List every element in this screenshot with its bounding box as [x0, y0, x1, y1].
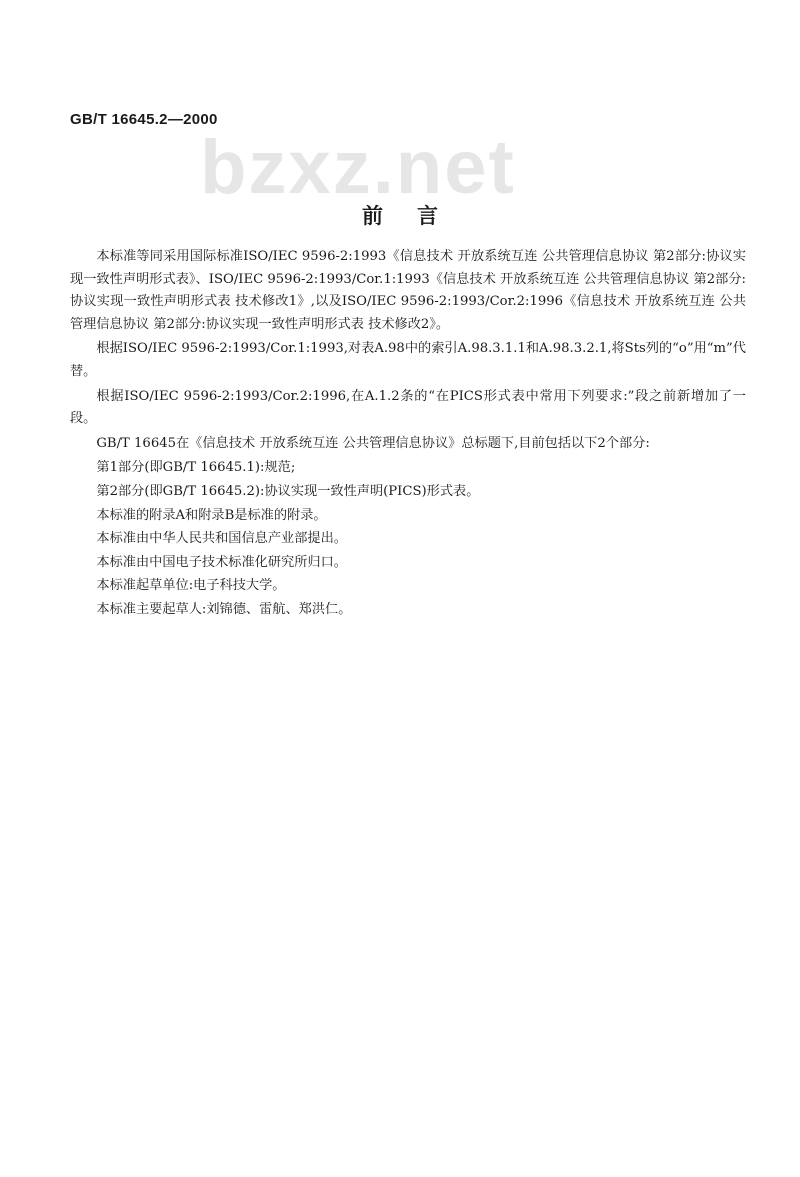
list-item-part2: 第2部分(即GB/T 16645.2):协议实现一致性声明(PICS)形式表。 [96, 483, 480, 499]
paragraph-proposer: 本标准由中华人民共和国信息产业部提出。 [96, 531, 347, 547]
paragraph-drafting-unit: 本标准起草单位:电子科技大学。 [96, 578, 286, 594]
paragraph-custodian: 本标准由中国电子技术标准化研究所归口。 [96, 554, 347, 570]
paragraph-cor2: 根据ISO/IEC 9596-2:1993/Cor.2:1996,在A.1.2条的“在PICS形式表中常用下列要求:”段之前新增加了一段。 [70, 388, 746, 427]
section-title: 前言 [362, 204, 472, 228]
paragraph-annexes: 本标准的附录A和附录B是标准的附录。 [96, 507, 327, 523]
paragraph-parts-intro: GB/T 16645在《信息技术 开放系统互连 公共管理信息协议》总标题下,目前包括以下2个部分: [96, 435, 650, 451]
paragraph-adoption: 本标准等同采用国际标准ISO/IEC 9596-2:1993《信息技术 开放系统互连 公共管理信息协议 第2部分:协议实现一致性声明形式表》、ISO/IEC 9596-2:1993/Cor.1:1993《信息技术 开放系统互连 公共管理信息协议 第2部分:协议实现一致性声明形式表 技术修改1》,以及ISO/IEC 9596-2:1993/Cor.2:1996《信息技术 开放系统互连 公共管理信息协议 第2部分:协议实现一致性声明形式表 技术修改2》。 [70, 249, 746, 332]
paragraph-drafters: 本标准主要起草人:刘锦德、雷航、郑洪仁。 [96, 601, 352, 617]
paragraph-cor1: 根据ISO/IEC 9596-2:1993/Cor.1:1993,对表A.98中的索引A.98.3.1.1和A.98.3.2.1,将Sts列的“o”用“m”代替。 [70, 341, 746, 379]
watermark: bzxz.net [200, 125, 516, 210]
list-item-part1: 第1部分(即GB/T 16645.1):规范; [96, 460, 296, 476]
standard-code: GB/T 16645.2—2000 [70, 111, 218, 128]
foreword-body [70, 246, 746, 623]
